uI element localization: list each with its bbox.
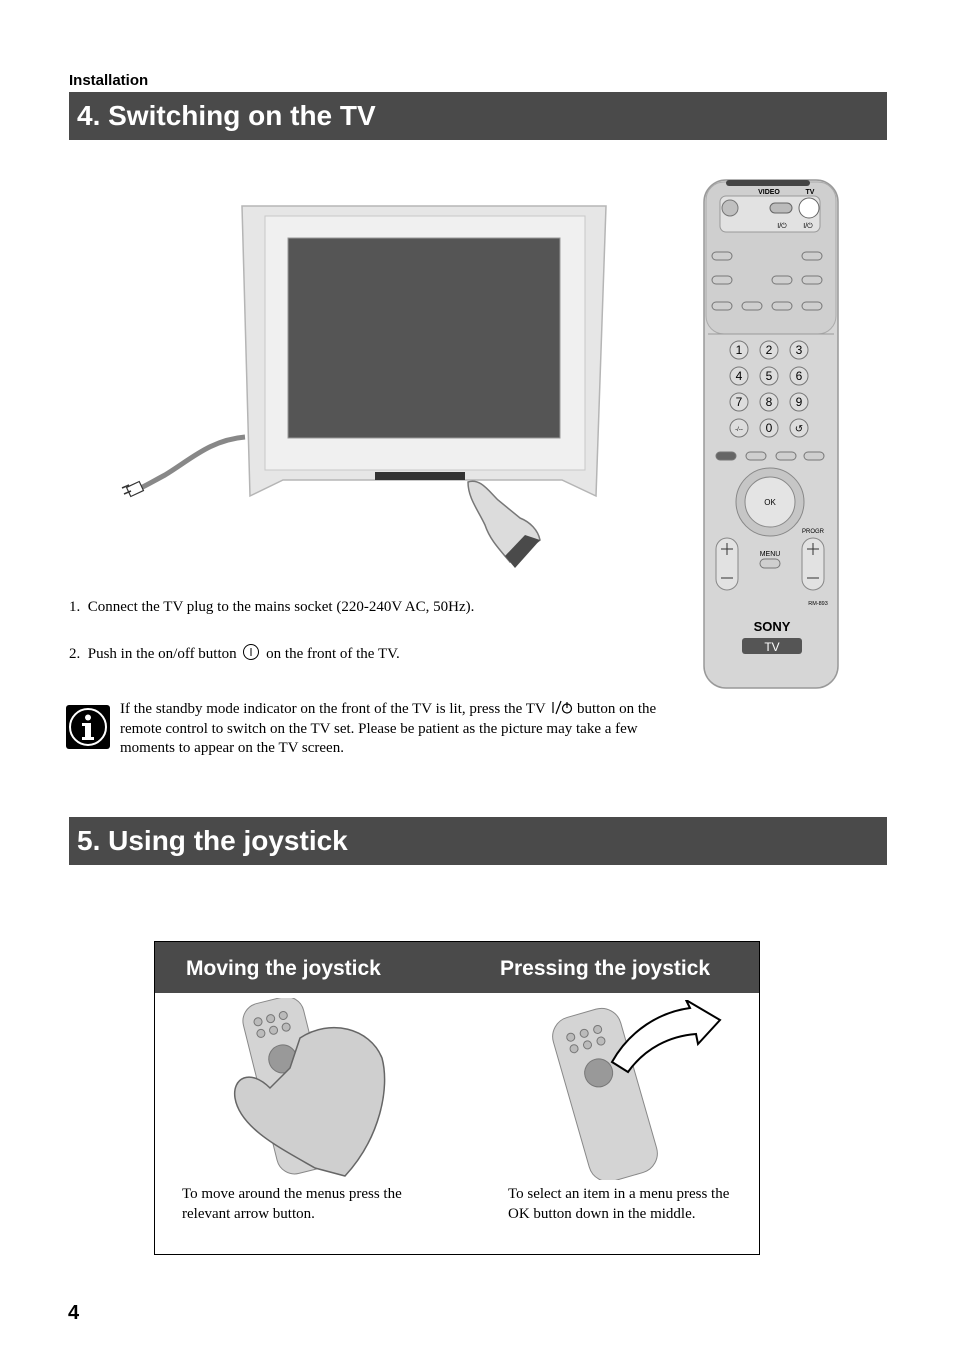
menu-label: MENU [759,551,781,558]
tv-badge-label: TV [764,640,780,654]
tv-label: TV [805,189,815,196]
step-number: 2. [69,646,81,662]
section-title-joystick: 5. Using the joystick [69,817,887,865]
ok-label: OK [764,498,776,507]
info-icon [66,705,110,749]
svg-text:2: 2 [765,343,773,357]
mute-button [722,200,738,216]
pressing-illustration [540,1000,730,1180]
step-1 [69,599,474,616]
tv-screen [288,238,560,438]
progr-label: PROGR [801,529,825,535]
pressing-title: Pressing the joystick [500,957,711,980]
step-number: 1. [69,599,81,615]
sony-logo: SONY [753,619,791,634]
moving-title: Moving the joystick [186,957,381,980]
note-text: If the standby mode indicator on the front of the TV is lit, press the TV [120,701,546,717]
plug-icon [122,482,143,497]
svg-text:7: 7 [735,395,743,409]
page-number: 4 [68,1302,80,1324]
standby-power-icon [549,700,573,715]
tv-control-strip [375,472,465,480]
tv-power-button [799,198,819,218]
pressing-caption: To select an item in a menu press the OK button down in the middle. [508,1186,730,1222]
moving-illustration [220,998,390,1180]
section-label: Installation [69,72,149,89]
svg-text:4: 4 [735,369,743,383]
section-title-switching-on: 4. Switching on the TV [69,92,887,140]
remote-control [700,178,842,692]
model-label: RM-893 [808,601,828,607]
svg-text:3: 3 [795,343,803,357]
power-cable [132,437,245,492]
svg-text:1: 1 [735,343,743,357]
moving-caption: To move around the menus press the relevant arrow button. [182,1186,402,1222]
svg-text:0: 0 [765,421,773,435]
video-power-button [770,203,792,213]
note-text: button on the remote control to switch on the TV set. Please be patient as the picture may take a few moments to appear on the TV screen. [120,701,657,756]
tv-power-label: I/⏻ [803,223,813,230]
svg-text:-/--: -/-- [735,427,743,433]
svg-text:5: 5 [765,369,773,383]
info-note [120,700,672,759]
press-arrow-icon [612,1000,720,1072]
power-button-icon [242,643,260,661]
svg-text:↺: ↺ [794,424,804,435]
menu-button [760,559,780,568]
video-power-label: I/⏻ [777,223,787,230]
step-text: Connect the TV plug to the mains socket (220-240V AC, 50Hz). [87,599,475,615]
tv-illustration [120,200,620,580]
step-2 [69,643,400,663]
svg-text:9: 9 [795,395,803,409]
step-text: Push in the on/off button [87,646,237,662]
svg-text:6: 6 [795,369,803,383]
video-label: VIDEO [758,189,780,196]
hand-icon [468,481,540,568]
svg-text:8: 8 [765,395,773,409]
step-text: on the front of the TV. [266,646,400,662]
